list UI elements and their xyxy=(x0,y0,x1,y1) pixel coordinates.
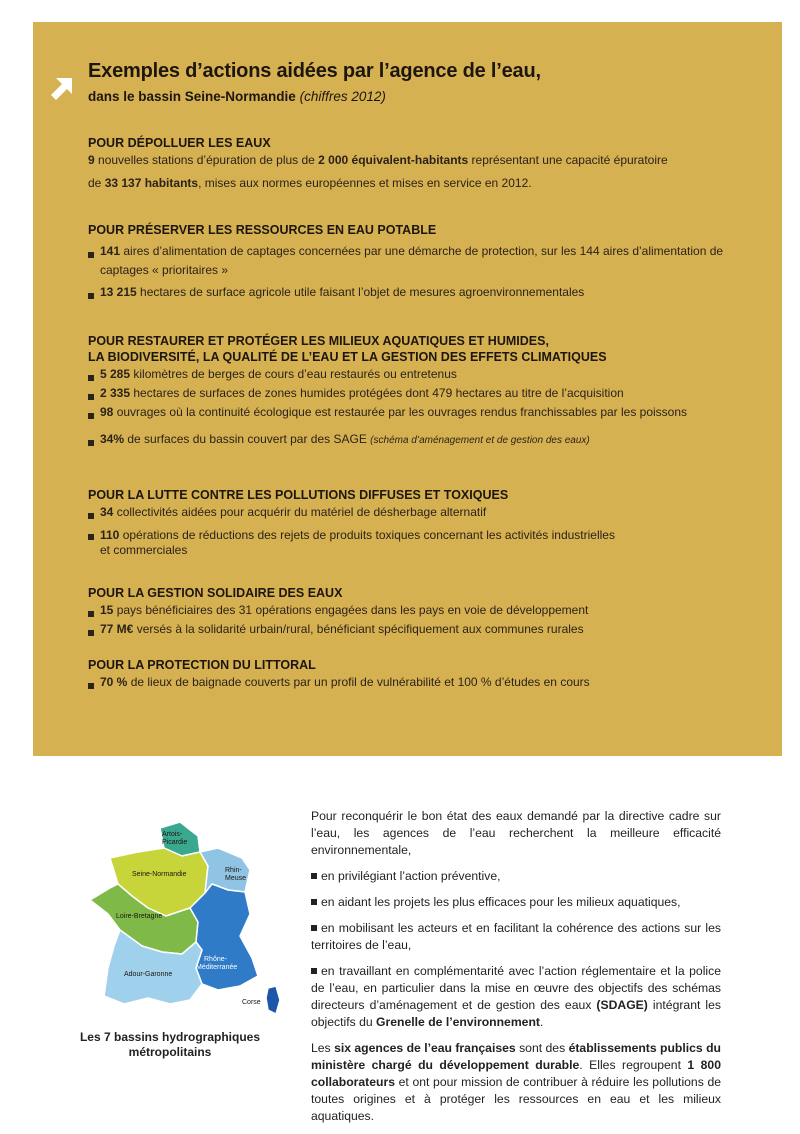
list-item xyxy=(88,430,758,450)
section-heading: POUR LA GESTION SOLIDAIRE DES EAUX xyxy=(88,586,343,600)
section-heading: POUR LA LUTTE CONTRE LES POLLUTIONS DIFFUSES ET TOXIQUES xyxy=(88,488,509,502)
emphasis: (SDAGE) xyxy=(596,998,648,1012)
bullet-icon xyxy=(88,513,94,519)
list-item xyxy=(88,403,758,422)
figure: 5 285 xyxy=(100,367,131,381)
section-milieux xyxy=(88,333,758,450)
figure: 77 M€ xyxy=(100,622,134,636)
map-label-loire: Loire-Bretagne xyxy=(116,913,163,920)
text: en privilégiant l’action préventive, xyxy=(321,869,501,883)
figure: 2 000 équivalent-habitants xyxy=(318,153,469,167)
figure: 33 137 habitants xyxy=(104,176,199,190)
text: kilomètres de berges de cours d’eau restaurés ou entretenus xyxy=(130,367,457,381)
map-label-rhone: Rhône- xyxy=(204,956,227,963)
text: de xyxy=(88,176,105,190)
map-caption-line: Les 7 bassins hydrographiques xyxy=(79,1030,261,1044)
page-subtitle xyxy=(88,89,386,104)
figure: 98 xyxy=(100,405,114,419)
bullet-icon xyxy=(311,873,317,879)
figure: 110 xyxy=(100,528,120,542)
bullet-icon xyxy=(88,440,94,446)
text: hectares de surfaces de zones humides protégées dont 479 hectares au titre de l’acquisition xyxy=(130,386,624,400)
map-label-mediterranee: Méditerranée xyxy=(196,964,238,971)
text: ouvrages où la continuité écologique est restaurée par les ouvrages rendus franchissables par les poissons xyxy=(113,405,688,419)
map-label-adour: Adour-Garonne xyxy=(124,971,173,978)
map-label-corse: Corse xyxy=(242,999,261,1006)
emphasis: six agences de l’eau françaises xyxy=(334,1041,516,1055)
text: en travaillant en complémentarité avec l’action réglementaire et la police de l’eau, en particulier dans la mise en œuvre des objectifs des schémas directeurs d’aménagement et de gestion des eaux xyxy=(311,964,721,1012)
note: (schéma d’aménagement et de gestion des eaux) xyxy=(370,435,590,446)
map-label-artois: Artois- xyxy=(162,831,183,838)
info-text-block xyxy=(311,808,721,1134)
figure: 70 % xyxy=(100,675,128,689)
text: hectares de surface agricole utile faisant l’objet de mesures agroenvironnementales xyxy=(136,285,585,299)
list-item xyxy=(88,673,758,692)
section-depolluer xyxy=(88,135,758,193)
text: aires d’alimentation de captages concernées par une démarche de protection, sur les 144 aires d’alimentation de captages « prioritaires » xyxy=(100,244,724,277)
bullet-icon xyxy=(88,534,94,540)
map-label-seine: Seine-Normandie xyxy=(132,871,187,878)
list-item xyxy=(311,868,721,885)
map-label-rhin: Rhin- xyxy=(225,867,242,874)
emphasis: établissements publics du ministère chargé du développement durable xyxy=(311,1041,721,1072)
map-label-picardie: Picardie xyxy=(162,839,188,846)
bullet-icon xyxy=(88,394,94,400)
list-item xyxy=(311,920,721,954)
emphasis: Grenelle de l’environnement xyxy=(376,1015,540,1029)
bullet-icon xyxy=(88,375,94,381)
list-item xyxy=(88,528,758,558)
section-ressources xyxy=(88,222,758,302)
bullet-icon xyxy=(311,968,317,974)
section-littoral xyxy=(88,657,758,692)
text: Les xyxy=(311,1041,335,1055)
list-item xyxy=(88,365,758,384)
map-region-rhone-mediterranee xyxy=(190,884,258,990)
intro-paragraph: Pour reconquérir le bon état des eaux demandé par la directive cadre sur l’eau, les agences de l’eau recherchent la meilleure efficacité environnementale, xyxy=(311,809,721,857)
figure: 34 xyxy=(100,505,114,519)
text: pays bénéficiaires des 31 opérations engagées dans les pays en voie de développement xyxy=(113,603,589,617)
text: intégrant les objectifs du xyxy=(311,998,721,1029)
section-heading: POUR LA PROTECTION DU LITTORAL xyxy=(88,658,316,672)
bullet-icon xyxy=(88,293,94,299)
text: nouvelles stations d’épuration de plus de xyxy=(94,153,319,167)
map-region-corse xyxy=(266,986,280,1014)
list-item xyxy=(311,963,721,1031)
list-item xyxy=(88,601,758,620)
text: . xyxy=(539,1015,544,1029)
text: et commerciales xyxy=(100,543,188,557)
figure: 34% xyxy=(100,432,125,446)
arrow-icon xyxy=(50,74,76,100)
text: de surfaces du bassin couvert par des SAGE xyxy=(124,432,371,446)
map-caption xyxy=(60,1030,280,1060)
list-item xyxy=(311,894,721,911)
basins-map xyxy=(90,818,290,1028)
section-heading: POUR DÉPOLLUER LES EAUX xyxy=(88,136,271,150)
text: opérations de réductions des rejets de produits toxiques concernant les activités industrielles xyxy=(119,528,615,542)
bullet-icon xyxy=(88,611,94,617)
figure: 9 xyxy=(88,153,95,167)
subtitle-main: dans le bassin Seine-Normandie xyxy=(88,89,296,104)
bullet-icon xyxy=(88,413,94,419)
bullet-icon xyxy=(88,630,94,636)
section-heading: LA BIODIVERSITÉ, LA QUALITÉ DE L’EAU ET LA GESTION DES EFFETS CLIMATIQUES xyxy=(88,350,607,364)
text: représentant une capacité épuratoire xyxy=(468,153,668,167)
section-heading: POUR RESTAURER ET PROTÉGER LES MILIEUX AQUATIQUES ET HUMIDES, xyxy=(88,334,549,348)
text: sont des xyxy=(515,1041,569,1055)
list-item xyxy=(88,620,758,639)
list-item xyxy=(88,384,758,403)
figure: 141 xyxy=(100,244,121,258)
bullet-icon xyxy=(88,683,94,689)
text: , mises aux normes européennes et mises en service en 2012. xyxy=(198,176,532,190)
map-label-meuse: Meuse xyxy=(225,875,247,882)
bullet-icon xyxy=(311,925,317,931)
text: . Elles regroupent xyxy=(579,1058,688,1072)
text: et ont pour mission de contribuer à réduire les pollutions de toutes origines et à protéger les ressources en eau et les milieux aquatiques. xyxy=(311,1075,721,1123)
text: en aidant les projets les plus efficaces pour les milieux aquatiques, xyxy=(321,895,681,909)
text: de lieux de baignade couverts par un profil de vulnérabilité et 100 % d’études en cours xyxy=(127,675,590,689)
section-line xyxy=(88,174,758,193)
list-item xyxy=(88,283,758,302)
figure: 2 335 xyxy=(100,386,131,400)
list-item xyxy=(88,503,758,522)
section-pollutions xyxy=(88,487,758,558)
subtitle-year: (chiffres 2012) xyxy=(299,89,386,104)
closing-paragraph xyxy=(311,1040,721,1125)
list-item xyxy=(88,242,758,280)
page-title: Exemples d’actions aidées par l’agence de l’eau, xyxy=(88,60,541,82)
text: en mobilisant les acteurs et en facilitant la cohérence des actions sur les territoires de l’eau, xyxy=(311,921,721,952)
bullet-icon xyxy=(311,899,317,905)
emphasis: 1 800 collaborateurs xyxy=(311,1058,721,1089)
bullet-icon xyxy=(88,252,94,258)
text: versés à la solidarité urbain/rural, bénéficiant spécifiquement aux communes rurales xyxy=(133,622,584,636)
section-solidaire xyxy=(88,585,758,639)
section-line xyxy=(88,151,758,170)
figure: 13 215 xyxy=(100,285,137,299)
figure: 15 xyxy=(100,603,114,617)
map-caption-line: métropolitains xyxy=(128,1045,212,1059)
section-heading: POUR PRÉSERVER LES RESSOURCES EN EAU POTABLE xyxy=(88,223,437,237)
text: collectivités aidées pour acquérir du matériel de désherbage alternatif xyxy=(113,505,487,519)
